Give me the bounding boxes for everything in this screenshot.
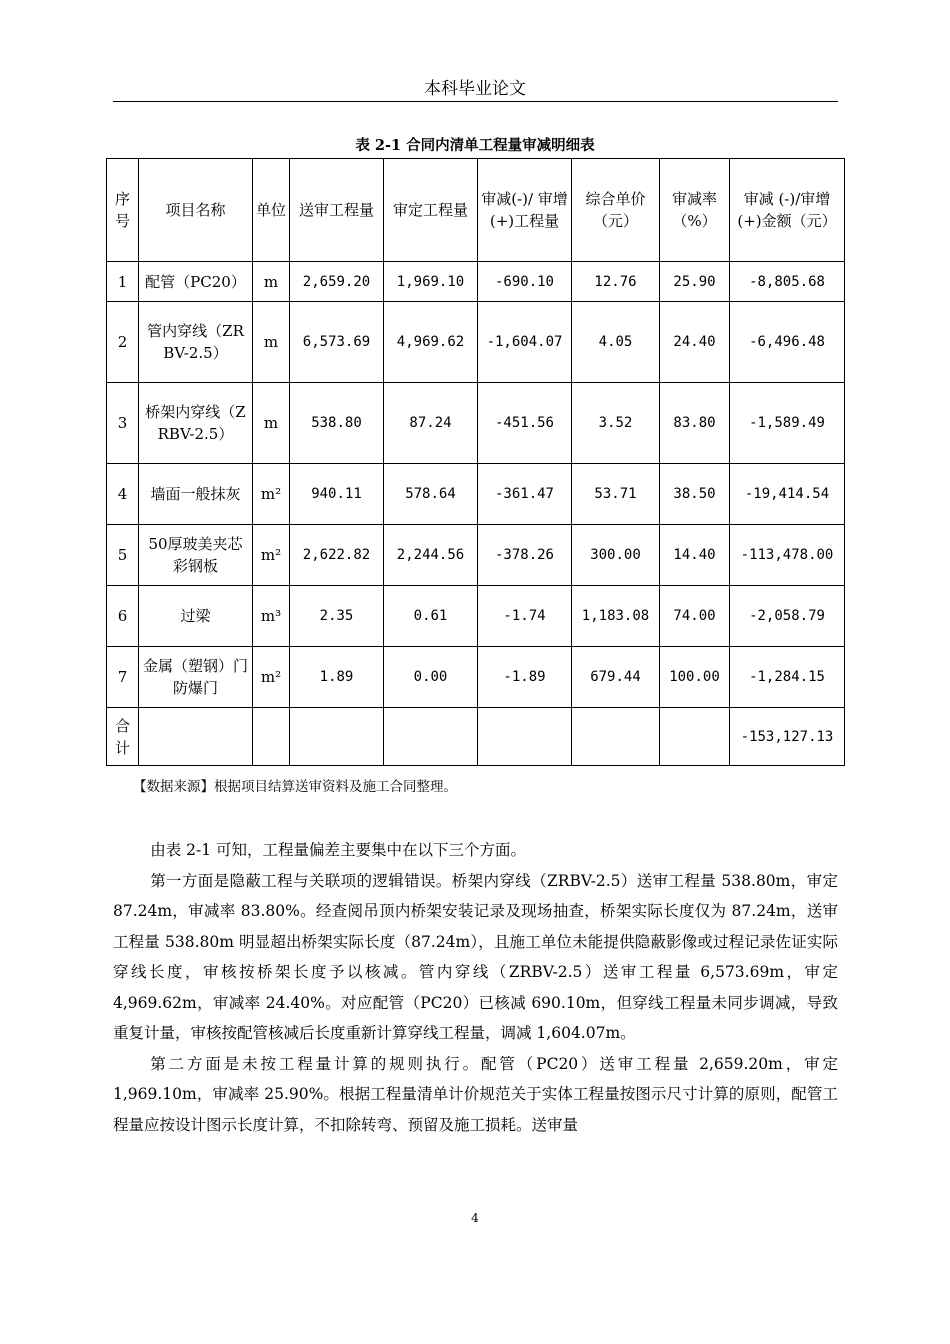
unit-price: 4.05 [572,302,660,383]
reduction-rate: 38.50 [660,464,730,525]
table-row [107,647,845,708]
header-divider [113,101,838,102]
item-name: 金属（塑钢）门防爆门 [139,647,253,708]
quantity-change [478,708,572,766]
row-index: 5 [107,525,139,586]
submitted-quantity [290,708,384,766]
amount-change: -6,496.48 [730,302,845,383]
unit: m² [253,647,290,708]
amount-change: -1,589.49 [730,383,845,464]
column-header: 审减 (-)/审增 (+)金额（元） [730,159,845,262]
unit: m [253,262,290,302]
total-label: 合计 [107,708,139,766]
data-source-note: 【数据来源】根据项目结算送审资料及施工合同整理。 [133,779,457,795]
reduction-rate: 25.90 [660,262,730,302]
approved-quantity: 2,244.56 [384,525,478,586]
approved-quantity: 1,969.10 [384,262,478,302]
amount-change: -2,058.79 [730,586,845,647]
item-name [139,708,253,766]
column-header: 项目名称 [139,159,253,262]
column-header: 单位 [253,159,290,262]
unit-price [572,708,660,766]
amount-change: -8,805.68 [730,262,845,302]
reduction-rate: 74.00 [660,586,730,647]
column-header: 序号 [107,159,139,262]
approved-quantity: 578.64 [384,464,478,525]
quantity-change: -378.26 [478,525,572,586]
row-index: 7 [107,647,139,708]
unit: m² [253,464,290,525]
row-index: 4 [107,464,139,525]
unit-price: 1,183.08 [572,586,660,647]
running-header: 本科毕业论文 [424,79,526,99]
quantity-change: -1,604.07 [478,302,572,383]
item-name: 配管（PC20） [139,262,253,302]
page-number: 4 [471,1211,479,1225]
reduction-rate: 24.40 [660,302,730,383]
unit-price: 300.00 [572,525,660,586]
amount-change: -113,478.00 [730,525,845,586]
unit-price: 53.71 [572,464,660,525]
unit: m² [253,525,290,586]
audit-table [106,158,845,766]
paragraph: 第二方面是未按工程量计算的规则执行。配管（PC20）送审工程量 2,659.20m，审定 1,969.10m，审减率 25.90%。根据工程量清单计价规范关于实体工程量按图示尺寸计算的原则，配管工程量应按设计图示长度计算，不扣除转弯、预留及施工损耗。送审量 [113,1054,838,1134]
column-header: 审减率（%） [660,159,730,262]
reduction-rate: 100.00 [660,647,730,708]
submitted-quantity: 2.35 [290,586,384,647]
row-index: 6 [107,586,139,647]
item-name: 50厚玻美夹芯彩钢板 [139,525,253,586]
row-index: 2 [107,302,139,383]
table-total-row [107,708,845,766]
unit: m [253,383,290,464]
table-row [107,302,845,383]
unit: m³ [253,586,290,647]
item-name: 过梁 [139,586,253,647]
submitted-quantity: 538.80 [290,383,384,464]
table-row [107,525,845,586]
column-header: 审减(-)/ 审增 (+)工程量 [478,159,572,262]
reduction-rate: 83.80 [660,383,730,464]
submitted-quantity: 1.89 [290,647,384,708]
quantity-change: -451.56 [478,383,572,464]
submitted-quantity: 6,573.69 [290,302,384,383]
approved-quantity [384,708,478,766]
unit-price: 3.52 [572,383,660,464]
paragraph: 由表 2-1 可知，工程量偏差主要集中在以下三个方面。 [150,841,527,859]
unit [253,708,290,766]
item-name: 桥架内穿线（ZRBV-2.5） [139,383,253,464]
approved-quantity: 0.00 [384,647,478,708]
item-name: 管内穿线（ZRBV-2.5） [139,302,253,383]
column-header: 审定工程量 [384,159,478,262]
row-index: 1 [107,262,139,302]
table-row [107,262,845,302]
quantity-change: -1.89 [478,647,572,708]
quantity-change: -361.47 [478,464,572,525]
table-caption: 表 2-1 合同内清单工程量审减明细表 [355,137,595,154]
column-header: 送审工程量 [290,159,384,262]
submitted-quantity: 940.11 [290,464,384,525]
table-row [107,464,845,525]
amount-change: -1,284.15 [730,647,845,708]
total-amount: -153,127.13 [730,708,845,766]
unit: m [253,302,290,383]
quantity-change: -1.74 [478,586,572,647]
reduction-rate: 14.40 [660,525,730,586]
table-row [107,383,845,464]
reduction-rate [660,708,730,766]
quantity-change: -690.10 [478,262,572,302]
approved-quantity: 4,969.62 [384,302,478,383]
table-row [107,586,845,647]
approved-quantity: 87.24 [384,383,478,464]
submitted-quantity: 2,622.82 [290,525,384,586]
unit-price: 679.44 [572,647,660,708]
paragraph: 第一方面是隐蔽工程与关联项的逻辑错误。桥架内穿线（ZRBV-2.5）送审工程量 538.80m，审定 87.24m，审减率 83.80%。经查阅吊顶内桥架安装记录及现场抽查，桥架实际长度仅为 87.24m，送审工程量 538.80m 明显超出桥架实际长度（87.24m），且施工单位未能提供隐蔽影像或过程记录佐证实际穿线长度，审核按桥架长度予以核减。管内穿线（ZRBV-2.5）送审工程量 6,573.69m，审定 4,969.62m，审减率 24.40%。对应配管（PC20）已核减 690.10m，但穿线工程量未同步调减，导致重复计量，审核按配管核减后长度重新计算穿线工程量，调减 1,604.07m。 [113,871,838,1042]
item-name: 墙面一般抹灰 [139,464,253,525]
table-header-row [107,159,845,262]
submitted-quantity: 2,659.20 [290,262,384,302]
column-header: 综合单价（元） [572,159,660,262]
unit-price: 12.76 [572,262,660,302]
body-text [113,835,838,1140]
amount-change: -19,414.54 [730,464,845,525]
row-index: 3 [107,383,139,464]
approved-quantity: 0.61 [384,586,478,647]
